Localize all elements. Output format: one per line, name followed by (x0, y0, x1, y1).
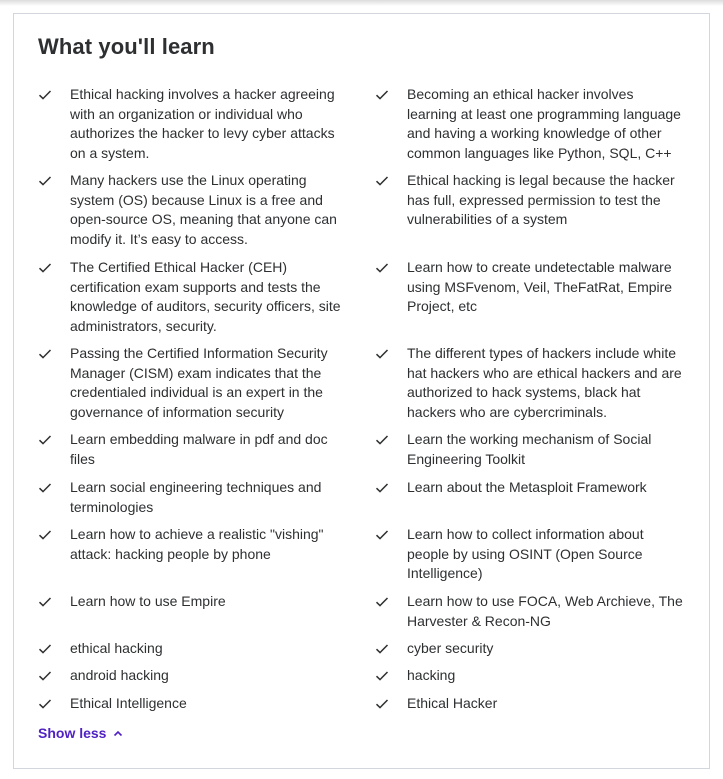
list-item (38, 525, 348, 564)
list-item (375, 430, 685, 469)
check-icon (38, 639, 70, 658)
chevron-up-icon (113, 730, 123, 737)
list-item (375, 592, 685, 631)
list-item-text: Learn how to use Empire (70, 593, 226, 609)
check-icon (38, 592, 70, 611)
list-item (38, 694, 348, 714)
check-icon (38, 258, 70, 277)
check-icon (375, 430, 407, 449)
show-less-button[interactable] (38, 725, 123, 741)
list-item-text: ethical hacking (70, 640, 163, 656)
list-item-text: Learn embedding malware in pdf and doc files (70, 431, 328, 467)
list-item-text: Passing the Certified Information Security Manager (CISM) exam indicates that the credentialed individual is an expert in the governance of information security (70, 345, 328, 420)
list-item (375, 344, 685, 422)
check-icon (375, 478, 407, 497)
list-item (38, 344, 348, 422)
what-youll-learn-card (13, 13, 710, 769)
list-item-text: Becoming an ethical hacker involves learning at least one programming language and having a working knowledge of other common languages like Python, SQL, C++ (407, 86, 681, 161)
section-title: What you'll learn (38, 34, 215, 59)
list-item (375, 639, 685, 659)
list-item-text: Learn social engineering techniques and terminologies (70, 479, 322, 515)
list-item (38, 666, 348, 686)
check-icon (375, 171, 407, 190)
list-item-text: Learn the working mechanism of Social Engineering Toolkit (407, 431, 652, 467)
list-item (38, 639, 348, 659)
check-icon (38, 430, 70, 449)
check-icon (38, 694, 70, 713)
check-icon (375, 258, 407, 277)
list-item-text: The different types of hackers include white hat hackers who are ethical hackers and are authorized to hack systems, black hat hackers who are cybercriminals. (407, 345, 682, 420)
check-icon (375, 85, 407, 104)
check-icon (375, 694, 407, 713)
check-icon (38, 478, 70, 497)
list-item (375, 525, 685, 584)
list-item-text: hacking (407, 667, 456, 683)
check-icon (375, 666, 407, 685)
check-icon (38, 171, 70, 190)
list-item-text: Learn how to collect information about people by using OSINT (Open Source Intelligence) (407, 526, 644, 582)
check-icon (375, 525, 407, 544)
check-icon (375, 592, 407, 611)
top-shadow (0, 0, 723, 6)
list-item (38, 85, 348, 163)
list-item-text: Learn how to use FOCA, Web Archieve, The Harvester & Recon-NG (407, 593, 683, 629)
list-item-text: The Certified Ethical Hacker (CEH) certification exam supports and tests the knowledge of auditors, security officers, site administrators, security. (70, 259, 341, 334)
list-item-text: Ethical Intelligence (70, 695, 187, 711)
list-item-text: Learn about the Metasploit Framework (407, 479, 647, 495)
list-item-text: Learn how to create undetectable malware using MSFvenom, Veil, TheFatRat, Empire Project, etc (407, 259, 673, 315)
list-item-text: Many hackers use the Linux operating system (OS) because Linux is a free and open-source OS, meaning that anyone can modify it. It’s easy to access. (70, 172, 337, 247)
list-item-text: android hacking (70, 667, 169, 683)
check-icon (38, 525, 70, 544)
list-item (38, 171, 348, 249)
check-icon (375, 344, 407, 363)
list-item-text: Learn how to achieve a realistic "vishing" attack: hacking people by phone (70, 526, 324, 562)
list-item (38, 430, 348, 469)
list-item (375, 171, 685, 230)
list-item (375, 478, 685, 498)
list-item-text: cyber security (407, 640, 494, 656)
list-item-text: Ethical hacking involves a hacker agreeing with an organization or individual who authorizes the hacker to levy cyber attacks on a system. (70, 86, 335, 161)
list-item (375, 694, 685, 714)
list-item-text: Ethical Hacker (407, 695, 498, 711)
list-item (38, 478, 348, 517)
check-icon (38, 666, 70, 685)
list-item-text: Ethical hacking is legal because the hacker has full, expressed permission to test the vulnerabilities of a system (407, 172, 675, 228)
list-item (375, 85, 685, 163)
show-less-label: Show less (38, 725, 107, 741)
list-item (38, 592, 348, 612)
list-item (375, 258, 685, 317)
check-icon (38, 344, 70, 363)
check-icon (375, 639, 407, 658)
list-item (375, 666, 685, 686)
list-item (38, 258, 348, 336)
check-icon (38, 85, 70, 104)
